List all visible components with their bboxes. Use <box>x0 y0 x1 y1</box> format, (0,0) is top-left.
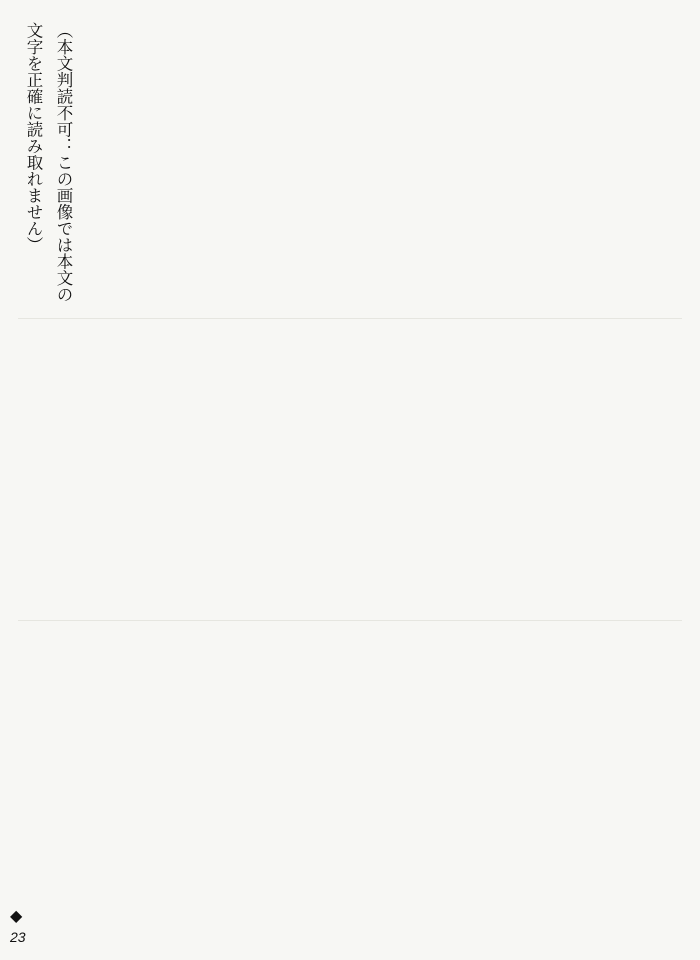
column-8 <box>245 626 456 916</box>
column-1 <box>18 22 229 312</box>
tier-divider <box>18 318 682 319</box>
tier-divider <box>18 620 682 621</box>
column-6 <box>471 324 682 614</box>
column-4 <box>18 324 229 614</box>
column-3 <box>471 22 682 312</box>
column-9 <box>471 626 682 916</box>
column-5 <box>245 324 456 614</box>
footer <box>10 908 70 944</box>
page-number: 23 <box>10 929 26 945</box>
column-2 <box>245 22 456 312</box>
column-1-text: （本文判読不可：この画像では本文の文字を正確に読み取れません） <box>24 22 73 303</box>
column-7 <box>18 626 229 916</box>
tier-1 <box>18 22 682 312</box>
tier-2 <box>18 324 682 614</box>
footer-diamond-icon: ◆ <box>10 906 23 925</box>
tier-3 <box>18 626 682 916</box>
